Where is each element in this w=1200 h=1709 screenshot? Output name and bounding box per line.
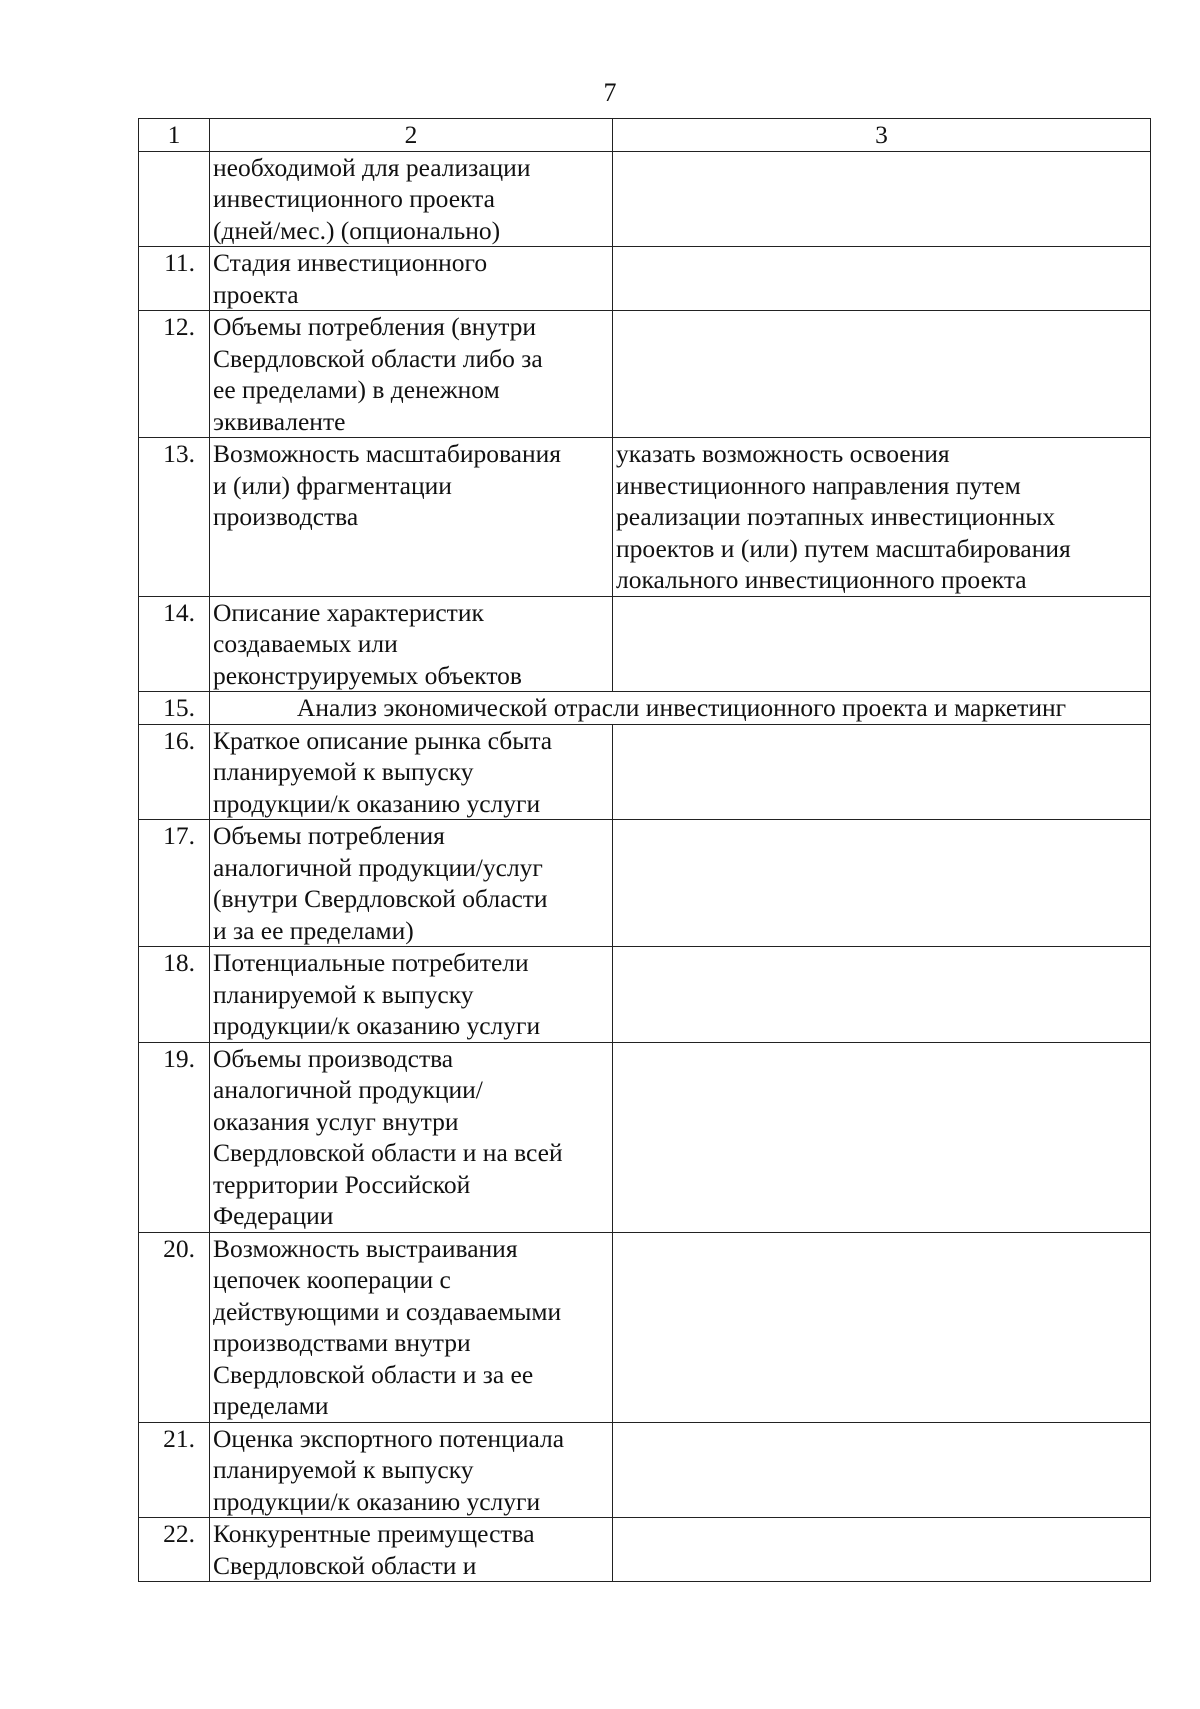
comment-cell (613, 1422, 1151, 1518)
parameter-cell (210, 247, 613, 311)
table-row (139, 151, 1151, 247)
table-row (139, 947, 1151, 1043)
row-number: 12. (139, 311, 210, 438)
cell-text-line: ее пределами) в денежном (213, 375, 500, 404)
cell-text-line: создаваемых или (213, 629, 398, 658)
table-row (139, 1042, 1151, 1232)
cell-text-line: инвестиционного направления путем (616, 470, 1021, 500)
cell-text-line: Возможность выстраивания (213, 1233, 518, 1263)
table-row (139, 1232, 1151, 1422)
cell-text-line: Объемы потребления (213, 821, 445, 850)
table-body (139, 119, 1151, 1582)
parameter-cell (210, 947, 613, 1043)
cell-text-line: Конкурентные преимущества (213, 1519, 535, 1548)
parameter-cell (210, 1232, 613, 1422)
comment-cell (613, 438, 1151, 597)
comment-cell (613, 247, 1151, 311)
cell-text-line: Описание характеристик (213, 597, 484, 627)
cell-text-line: производства (213, 502, 359, 531)
parameter-cell (210, 1422, 613, 1518)
table-row (139, 596, 1151, 692)
parameter-cell (210, 151, 613, 247)
cell-text-line: Краткое описание рынка сбыта (213, 725, 553, 755)
cell-text-line: Потенциальные потребители (213, 948, 529, 977)
row-number: 22. (139, 1518, 210, 1582)
cell-text-line: продукции/к оказанию услуги (213, 1011, 541, 1040)
cell-text-line: продукции/к оказанию услуги (213, 1486, 541, 1516)
table-row (139, 1518, 1151, 1582)
section-heading: Анализ экономической отрасли инвестиционного проекта и маркетинг (210, 692, 1151, 725)
cell-text-line: продукции/к оказанию услуги (213, 788, 541, 818)
table-row (139, 724, 1151, 820)
table-row (139, 820, 1151, 947)
cell-text-line: пределами (213, 1391, 329, 1420)
investment-project-table (138, 118, 1151, 1582)
header-cell-3: 3 (613, 119, 1151, 152)
comment-cell (613, 947, 1151, 1043)
cell-text-line: эквиваленте (213, 406, 346, 436)
table-row (139, 1422, 1151, 1518)
table-row (139, 311, 1151, 438)
header-row (139, 119, 1151, 152)
cell-text-line: территории Российской (213, 1169, 471, 1199)
comment-cell (613, 596, 1151, 692)
cell-text-line: (внутри Свердловской области (213, 884, 548, 913)
cell-text-line: и (или) фрагментации (213, 470, 452, 500)
row-number: 16. (139, 724, 210, 820)
parameter-cell (210, 596, 613, 692)
row-number: 11. (139, 247, 210, 311)
cell-text-line: Свердловской области и на всей (213, 1138, 563, 1167)
cell-text-line: Свердловской области и (213, 1550, 477, 1580)
row-number: 15. (139, 692, 210, 725)
cell-text-line: реализации поэтапных инвестиционных (616, 502, 1056, 531)
comment-cell (613, 820, 1151, 947)
header-cell-1: 1 (139, 119, 210, 152)
row-number: 19. (139, 1042, 210, 1232)
row-number: 20. (139, 1232, 210, 1422)
comment-cell (613, 1518, 1151, 1582)
page-number: 7 (603, 78, 617, 107)
cell-text-line: планируемой к выпуску (213, 979, 474, 1009)
table-row (139, 247, 1151, 311)
cell-text-line: (дней/мес.) (опционально) (213, 215, 501, 245)
parameter-cell (210, 311, 613, 438)
cell-text-line: аналогичной продукции/ (213, 1075, 483, 1104)
cell-text-line: Возможность масштабирования (213, 439, 562, 468)
row-number (139, 151, 210, 247)
cell-text-line: проектов и (или) путем масштабирования (616, 533, 1071, 563)
cell-text-line: локального инвестиционного проекта (616, 565, 1027, 594)
cell-text-line: Стадия инвестиционного (213, 248, 488, 277)
cell-text-line: цепочек кооперации с (213, 1265, 451, 1294)
cell-text-line: действующими и создаваемыми (213, 1296, 562, 1326)
cell-text-line: Объемы производства (213, 1043, 454, 1073)
cell-text-line: инвестиционного проекта (213, 184, 495, 213)
cell-text-line: производствами внутри (213, 1328, 471, 1357)
row-number: 14. (139, 596, 210, 692)
parameter-cell (210, 724, 613, 820)
comment-cell (613, 724, 1151, 820)
cell-text-line: планируемой к выпуску (213, 757, 474, 786)
table-row (139, 438, 1151, 597)
cell-text-line: планируемой к выпуску (213, 1455, 474, 1484)
cell-text-line: Свердловской области либо за (213, 343, 543, 373)
comment-cell (613, 151, 1151, 247)
comment-cell (613, 1042, 1151, 1232)
cell-text-line: и за ее пределами) (213, 915, 414, 945)
comment-cell (613, 1232, 1151, 1422)
cell-text-line: реконструируемых объектов (213, 660, 522, 690)
cell-text-line: оказания услуг внутри (213, 1106, 459, 1136)
cell-text-line: проекта (213, 279, 299, 309)
parameter-cell (210, 1042, 613, 1232)
cell-text-line: Федерации (213, 1201, 334, 1230)
parameter-cell (210, 820, 613, 947)
row-number: 21. (139, 1422, 210, 1518)
row-number: 13. (139, 438, 210, 597)
parameter-cell (210, 1518, 613, 1582)
cell-text-line: Оценка экспортного потенциала (213, 1423, 565, 1453)
cell-text-line: Свердловской области и за ее (213, 1359, 534, 1389)
header-cell-2: 2 (210, 119, 613, 152)
row-number: 18. (139, 947, 210, 1043)
table-row (139, 692, 1151, 725)
cell-text-line: Объемы потребления (внутри (213, 312, 537, 341)
parameter-cell (210, 438, 613, 597)
comment-cell (613, 311, 1151, 438)
cell-text-line: указать возможность освоения (616, 439, 950, 468)
cell-text-line: аналогичной продукции/услуг (213, 852, 543, 882)
row-number: 17. (139, 820, 210, 947)
cell-text-line: необходимой для реализации (213, 152, 531, 182)
